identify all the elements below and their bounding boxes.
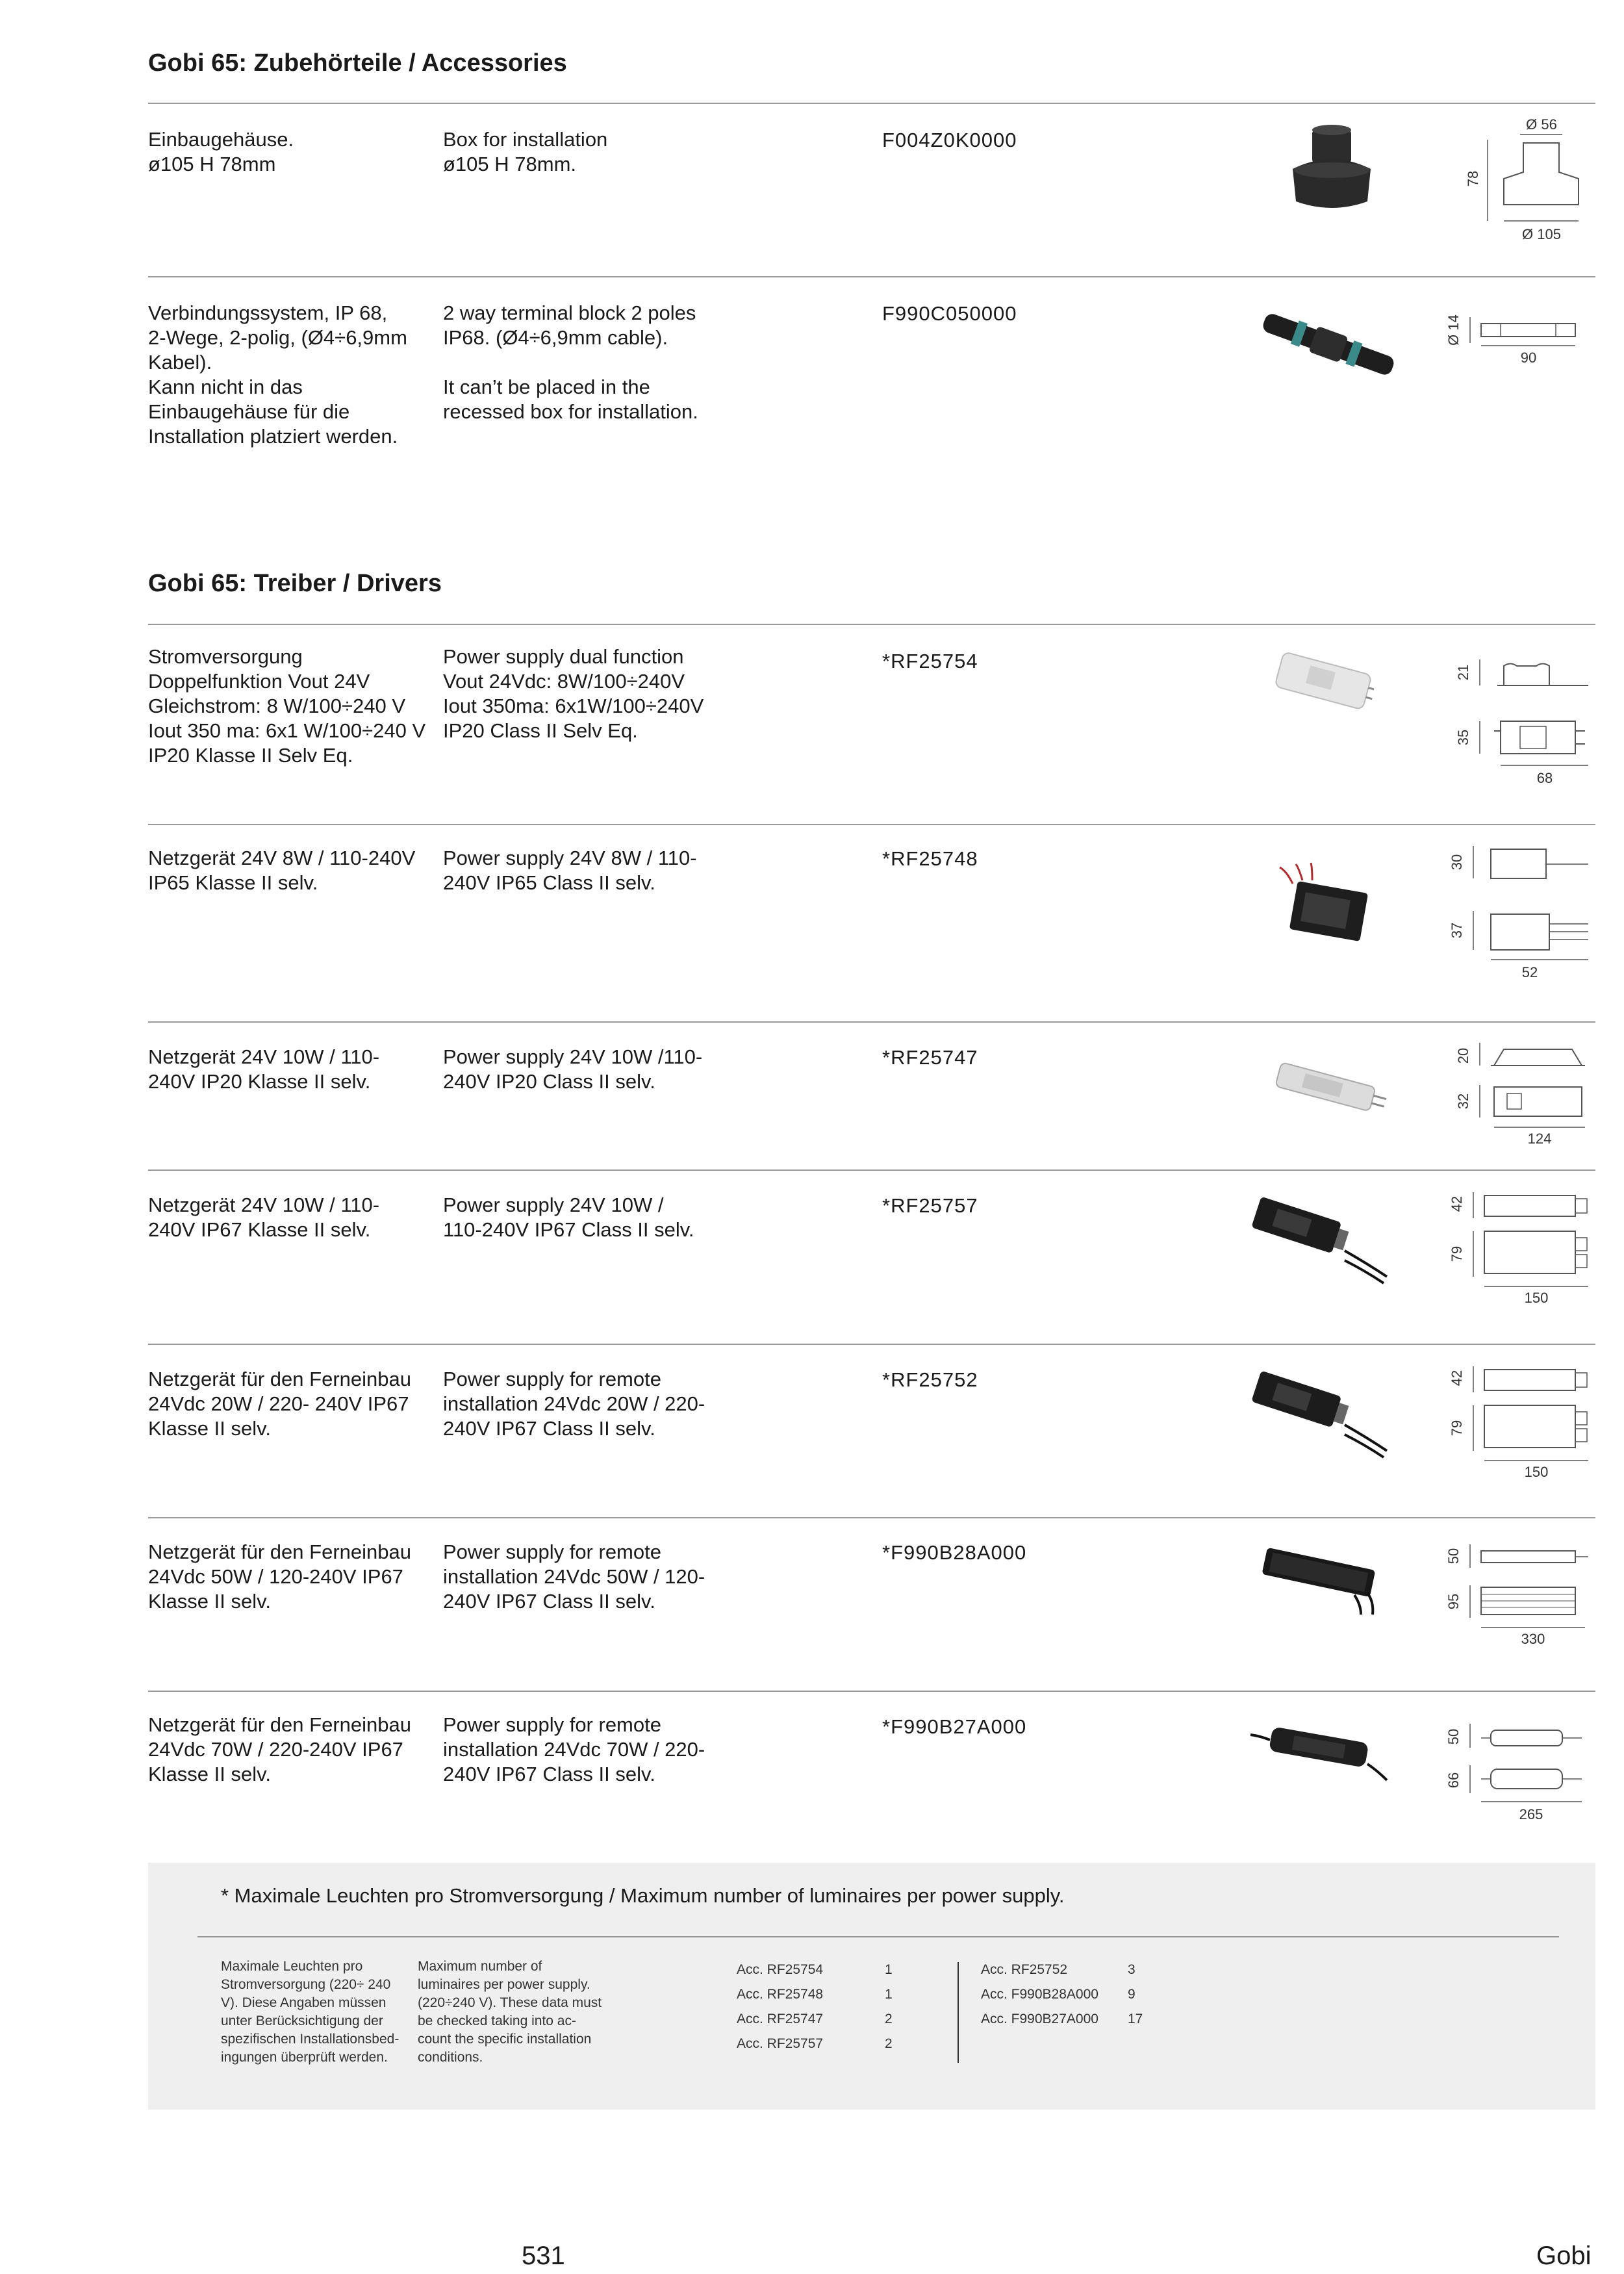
dim-value: 66 <box>1445 1772 1462 1789</box>
driver-2-dimensions <box>1449 839 1598 992</box>
dim-value: 52 <box>1521 964 1538 980</box>
driver-4-code: *RF25757 <box>882 1194 978 1217</box>
power-supply-ip67-icon <box>1247 1189 1390 1290</box>
acc-name: Acc. RF25748 <box>737 1987 824 2002</box>
driver-1-dimensions <box>1455 650 1605 799</box>
dim-value: 150 <box>1524 1290 1549 1306</box>
driver-4-en: Power supply 24V 10W / 110-240V IP67 Class II selv. <box>443 1194 694 1241</box>
power-supply-long-black-icon <box>1257 1533 1387 1621</box>
power-supply-ip67-remote-icon <box>1247 1363 1390 1464</box>
accessory-2-code: F990C050000 <box>882 302 1017 325</box>
acc-name: Acc. RF25757 <box>737 2036 824 2051</box>
dim-value: 42 <box>1449 1195 1465 1212</box>
accessory-1-en: Box for installation ø105 H 78mm. <box>443 128 608 175</box>
divider <box>148 824 1595 825</box>
driver-3-en: Power supply 24V 10W /110- 240V IP20 Class II selv. <box>443 1045 703 1093</box>
driver-1-code: *RF25754 <box>882 650 978 672</box>
dim-value: 32 <box>1455 1093 1471 1110</box>
dim-value: 50 <box>1445 1728 1462 1745</box>
footnote-divider <box>197 1936 1559 1937</box>
acc-qty: 2 <box>885 2012 893 2026</box>
power-supply-slim-white-icon <box>1267 1053 1390 1127</box>
driver-6-dimensions <box>1445 1537 1595 1660</box>
acc-name: Acc. F990B27A000 <box>981 2012 1098 2026</box>
driver-3-dimensions <box>1455 1036 1605 1160</box>
dim-length: 90 <box>1520 350 1537 366</box>
divider <box>148 1169 1595 1171</box>
page-number: 531 <box>522 2242 565 2270</box>
driver-5-dimensions <box>1449 1360 1598 1493</box>
driver-4-de: Netzgerät 24V 10W / 110- 240V IP67 Klasse II selv. <box>148 1194 380 1241</box>
divider <box>148 624 1595 625</box>
dim-value: 20 <box>1455 1047 1471 1064</box>
accessory-2-de: Verbindungssystem, IP 68, 2-Wege, 2-polig, (Ø4÷6,9mm Kabel). Kann nicht in das Einbaugehäuse für die Installation platziert werden. <box>148 301 407 448</box>
drivers-title: Gobi 65: Treiber / Drivers <box>148 570 442 597</box>
dim-value: 79 <box>1449 1246 1465 1262</box>
dim-value: 37 <box>1449 922 1465 939</box>
terminal-block-icon <box>1254 302 1403 390</box>
dim-value: 30 <box>1449 854 1465 871</box>
dim-value: 68 <box>1536 770 1553 786</box>
dim-value: 21 <box>1455 664 1471 681</box>
driver-6-de: Netzgerät für den Ferneinbau 24Vdc 50W / 120-240V IP67 Klasse II selv. <box>148 1540 411 1613</box>
divider <box>148 1344 1595 1345</box>
dim-height: 78 <box>1465 170 1481 187</box>
table-separator <box>958 1962 959 2063</box>
driver-7-dimensions <box>1445 1712 1595 1835</box>
driver-5-en: Power supply for remote installation 24Vdc 20W / 220- 240V IP67 Class II selv. <box>443 1368 705 1440</box>
driver-6-code: *F990B28A000 <box>882 1541 1027 1564</box>
power-supply-remote-70w-icon <box>1247 1715 1397 1790</box>
recessed-box-icon <box>1283 123 1380 218</box>
driver-4-dimensions <box>1449 1186 1598 1319</box>
dim-value: 150 <box>1524 1464 1549 1480</box>
dim-value: 330 <box>1521 1631 1545 1647</box>
acc-qty: 2 <box>885 2036 893 2051</box>
divider <box>148 1691 1595 1692</box>
accessory-2-en: 2 way terminal block 2 poles IP68. (Ø4÷6,9mm cable). It can’t be placed in the recessed box for installation. <box>443 301 698 423</box>
dim-top-diameter: Ø 56 <box>1526 116 1557 133</box>
divider <box>148 276 1595 277</box>
driver-2-de: Netzgerät 24V 8W / 110-240V IP65 Klasse II selv. <box>148 847 416 894</box>
driver-5-de: Netzgerät für den Ferneinbau 24Vdc 20W / 220- 240V IP67 Klasse II selv. <box>148 1368 411 1440</box>
accessory-1-de: Einbaugehäuse. ø105 H 78mm <box>148 128 294 175</box>
driver-1-de: Stromversorgung Doppelfunktion Vout 24V Gleichstrom: 8 W/100÷240 V Iout 350 ma: 6x1 W/100÷240 V IP20 Klasse II Selv Eq. <box>148 645 426 767</box>
footnote-de: Maximale Leuchten pro Stromversorgung (220÷ 240 V). Diese Angaben müssen unter Berücksichtigung der spezifischen Installationsbed- ingungen überprüft werden. <box>221 1959 400 2065</box>
dim-value: 35 <box>1455 729 1471 746</box>
dim-diameter: Ø 14 <box>1445 314 1462 346</box>
divider <box>148 1021 1595 1023</box>
dim-value: 42 <box>1449 1370 1465 1386</box>
power-supply-white-icon <box>1270 646 1374 728</box>
dim-value: 95 <box>1445 1593 1462 1610</box>
acc-name: Acc. F990B28A000 <box>981 1987 1098 2002</box>
power-supply-black-small-icon <box>1273 858 1377 958</box>
driver-2-en: Power supply 24V 8W / 110- 240V IP65 Class II selv. <box>443 847 697 894</box>
accessories-title: Gobi 65: Zubehörteile / Accessories <box>148 49 567 77</box>
dim-value: 124 <box>1527 1131 1552 1147</box>
accessory-1-dimensions <box>1465 114 1595 253</box>
acc-qty: 3 <box>1128 1962 1136 1977</box>
dim-value: 50 <box>1445 1548 1462 1565</box>
accessory-1-code: F004Z0K0000 <box>882 129 1017 151</box>
driver-3-de: Netzgerät 24V 10W / 110- 240V IP20 Klasse II selv. <box>148 1045 380 1093</box>
accessory-2-dimensions <box>1445 305 1595 374</box>
driver-2-code: *RF25748 <box>882 847 978 870</box>
divider <box>148 1517 1595 1518</box>
dim-value: 79 <box>1449 1420 1465 1437</box>
divider <box>148 103 1595 104</box>
driver-3-code: *RF25747 <box>882 1046 978 1069</box>
acc-name: Acc. RF25747 <box>737 2012 824 2026</box>
driver-5-code: *RF25752 <box>882 1368 978 1391</box>
dim-value: 265 <box>1519 1806 1543 1822</box>
acc-name: Acc. RF25754 <box>737 1962 824 1977</box>
dim-bottom-diameter: Ø 105 <box>1522 226 1561 242</box>
driver-1-en: Power supply dual function Vout 24Vdc: 8W/100÷240V Iout 350ma: 6x1W/100÷240V IP20 Class II Selv Eq. <box>443 645 704 742</box>
acc-name: Acc. RF25752 <box>981 1962 1068 1977</box>
driver-6-en: Power supply for remote installation 24Vdc 50W / 120- 240V IP67 Class II selv. <box>443 1540 705 1613</box>
driver-7-de: Netzgerät für den Ferneinbau 24Vdc 70W / 220-240V IP67 Klasse II selv. <box>148 1713 411 1785</box>
footnote-note: * Maximale Leuchten pro Stromversorgung / Maximum number of luminaires per power supply. <box>221 1884 1065 1907</box>
footer-brand: Gobi <box>1536 2242 1592 2270</box>
acc-qty: 1 <box>885 1962 893 1977</box>
footnote-en: Maximum number of luminaires per power supply. (220÷240 V). These data must be checked taking into ac- count the specific installation conditions. <box>418 1959 602 2065</box>
acc-qty: 9 <box>1128 1987 1136 2002</box>
driver-7-en: Power supply for remote installation 24Vdc 70W / 220- 240V IP67 Class II selv. <box>443 1713 705 1785</box>
acc-qty: 1 <box>885 1987 893 2002</box>
acc-qty: 17 <box>1128 2012 1143 2026</box>
driver-7-code: *F990B27A000 <box>882 1715 1027 1738</box>
